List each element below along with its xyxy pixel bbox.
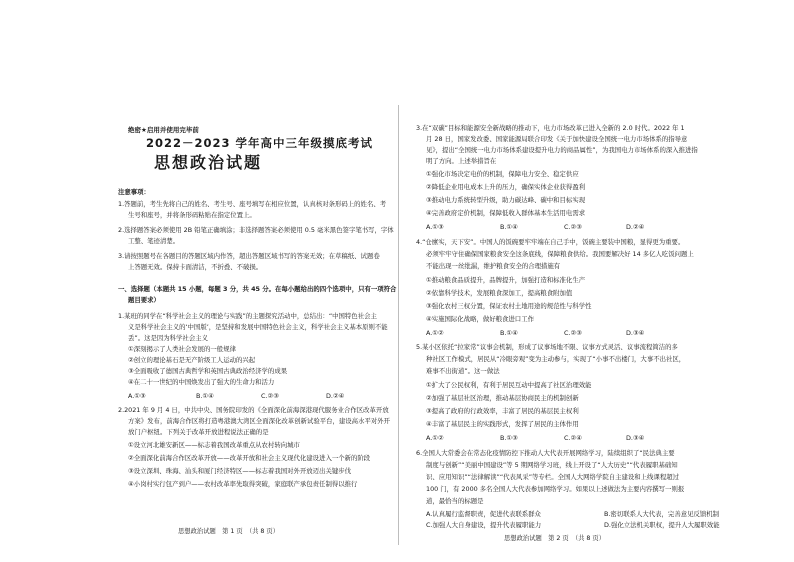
page-1 xyxy=(8,0,397,562)
option-b: B.密切联系人大代表，完善意见反馈机制 xyxy=(604,510,720,518)
question-2-line: 方案》发布，前海合作区将打造粤港澳大湾区全面深化改革创新试验平台，建设高水平对外开 xyxy=(128,417,391,425)
option-a: A.①② xyxy=(426,434,444,442)
question-6-line: 道，最恰当的标题是 xyxy=(426,497,484,505)
page-footer: 思想政治试题 第 2 页 （共 8 页） xyxy=(504,535,606,542)
question-2-statement: ②全面深化前海合作区改革开放——改革开放和社会主义现代化建设进入一个新的阶段 xyxy=(128,454,371,462)
option-d: D.②④ xyxy=(326,392,345,400)
question-2-statement: ③设立深圳、珠海、汕头和厦门经济特区——标志着我国对外开放迈出关键步伐 xyxy=(128,467,352,475)
question-4-statement: ④实施国际化战略，做好粮食进口工作 xyxy=(426,315,534,323)
option-b: B.①③ xyxy=(500,434,518,442)
question-2-line: 放门户枢纽。下列关于改革开放进程说法正确的是 xyxy=(128,428,269,436)
option-c: C.②③ xyxy=(564,329,582,337)
question-5-statement: ①扩大了公民权利，有利于居民互动中提高了社区治理效能 xyxy=(426,381,592,389)
page-divider xyxy=(398,105,399,545)
question-3-statement: ③推动电力系统转型升级，助力碳达峰、碳中和目标实现 xyxy=(426,196,586,204)
question-1-statement: ③全面吸收了德国古典哲学和英国古典政治经济学的成果 xyxy=(128,367,288,375)
question-2-statement: ④小岗村实行包产到户——农村改革率先取得突破，家庭联产承包责任制得以推行 xyxy=(128,480,358,488)
question-1-statement: ②创立的理论基石是无产阶级工人运动的兴起 xyxy=(128,356,256,364)
subject-title: 思想政治试题 xyxy=(154,153,263,172)
question-5-line: 难事不出街道”。这一做法 xyxy=(426,367,500,375)
notice-line: 上答题无效。保持卡面清洁，不折叠、不破损。 xyxy=(128,263,263,271)
page-2 xyxy=(408,0,788,562)
question-1-line: 1.某班的同学在“科学社会主义的理论与实践”的主题探究活动中，总结出：“中国特色社会主 xyxy=(118,312,377,320)
notice-line: 1.答题前，考生先将自己的姓名、考生号、座号填写在相应位置，认真核对条形码上的姓名、考 xyxy=(118,200,387,208)
option-a: A.①③ xyxy=(426,223,444,231)
question-6-line: 识、应用知识”“法律解读”“代表风采”等专栏。全国人大网络学院自主建设和上线课程超过 xyxy=(426,473,680,481)
question-3-line: 月 28 日，国家发改委、国家能源局联合印发《关于加快建设全国统一电力市场体系的指导意 xyxy=(426,135,688,143)
question-3-statement: ②降低企业用电成本上升的压力，确保实体企业获得盈利 xyxy=(426,183,586,191)
question-3-statement: ①强化市场决定电价的机制，保障电力安全、稳定供应 xyxy=(426,170,579,178)
option-d: D.③④ xyxy=(626,329,645,337)
question-5-line: 种社区工作模式，居民从“冷眼旁观”变为主动参与，实现了“小事不出楼门，大事不出社区， xyxy=(426,355,686,363)
option-c: C.②④ xyxy=(564,434,582,442)
option-b: B.①④ xyxy=(500,329,518,337)
notice-heading: 注意事项： xyxy=(118,188,150,196)
exam-title: 2022－2023 学年高中三年级摸底考试 xyxy=(146,136,374,150)
question-5-statement: ③提高了政府的行政效率，丰富了居民的基层民主权利 xyxy=(426,407,579,415)
option-c: C.加强人大自身建设，提升代表履职能力 xyxy=(426,521,542,529)
question-4-statement: ②依靠科学技术，发展粮食深加工，提高粮食附加值 xyxy=(426,289,573,297)
question-1-line: 丢”。这是因为科学社会主义 xyxy=(128,334,208,342)
question-1-statement: ④在二十一世纪的中国焕发出了强大的生命力和活力 xyxy=(128,378,275,386)
option-a: A.①② xyxy=(426,329,444,337)
question-4-line: 4.“仓廪实，天下安”。中国人的饭碗要牢牢端在自己手中，饭碗主要装中国粮，显得更为重要。 xyxy=(416,238,685,246)
confidential-mark: 绝密★启用并使用完毕前 xyxy=(128,126,199,134)
question-6-line: 制度与创新”“美丽中国建设”等 5 期网络学习班，线上开设了“人大历史”“代表履职基础知 xyxy=(426,461,678,469)
option-d: D.③④ xyxy=(626,434,645,442)
question-1-statement: ①深刻揭示了人类社会发展的一般规律 xyxy=(128,345,236,353)
option-d: D.强化立法机关职权，提升人大履职效能 xyxy=(604,521,720,529)
question-6-line: 100 门，有 2000 多名全国人大代表参加网络学习。如果以上述做法为主要内容撰写一则报 xyxy=(426,485,685,493)
question-2-line: 2.2021 年 9 月 4 日，中共中央、国务院印发的《全面深化前海深港现代服务业合作区改革开放 xyxy=(118,406,389,414)
notice-line: 工整、笔迹清楚。 xyxy=(128,237,180,245)
option-c: C.②③ xyxy=(564,223,582,231)
option-a: A.①③ xyxy=(128,392,146,400)
question-5-statement: ②加强了基层社区治理，推动基层协商民主的机制创新 xyxy=(426,394,579,402)
option-b: B.①④ xyxy=(196,392,214,400)
notice-line: 2.选择题答案必须使用 2B 铅笔正确填涂；非选择题答案必须使用 0.5 毫米黑色签字笔书写，字体 xyxy=(118,226,394,234)
option-d: D.②④ xyxy=(626,223,645,231)
question-6-line: 6.全国人大常委会在常态化疫情防控下推动人大代表开展网络学习，陆续组织了“民法典主要 xyxy=(416,449,675,457)
question-4-statement: ③强化农村三权分置，保证农村土地用途的规范性与科学性 xyxy=(426,302,592,310)
question-4-statement: ①推动粮食品质提升，品牌提升，加强打造和标准化生产 xyxy=(426,276,586,284)
question-5-line: 5.某小区依托“拉家常”议事会机制，形成了议事场地不限、议事方式灵活、议事流程简洁的多 xyxy=(416,343,678,351)
question-5-statement: ④丰富了基层民主的实践形式，发挥了居民的主体作用 xyxy=(426,420,579,428)
question-2-statement: ①设立河北雄安新区——标志着我国改革重点从农村转向城市 xyxy=(128,441,300,449)
question-4-line: 不能出现一丝纰漏，维护粮食安全的合理措施有 xyxy=(426,262,561,270)
option-b: B.①④ xyxy=(500,223,518,231)
section-heading: 一、选择题（本题共 15 小题，每题 3 分，共 45 分。在每小题给出的四个选项中，只有一项符合 xyxy=(118,285,397,293)
question-3-line: 3.在“双碳”目标和能源安全新战略的推动下，电力市场改革已进入全新的 2.0 时代。2022 年 1 xyxy=(416,124,685,132)
question-4-line: 必须牢牢守住确保国家粮食安全这条底线，保障粮食供给。我国要解决好 14 多亿人吃饭问题上 xyxy=(426,250,694,258)
option-c: C.②③ xyxy=(261,392,279,400)
question-3-statement: ④完善政府定价机制，保障低收入群体基本生活用电需求 xyxy=(426,209,586,217)
option-a: A.认真履行监督职责，促进代表联系群众 xyxy=(426,510,541,518)
question-3-line: 见》，提出“全国统一电力市场体系建设提升电力的商品属性”，为我国电力市场体系的深入推进指 xyxy=(426,146,698,154)
question-1-line: 义是科学社会主义的‘中国版’，是坚持和发展中国特色社会主义，科学社会主义基本原则不能 xyxy=(128,323,388,331)
page-footer: 思想政治试题 第 1 页 （共 8 页） xyxy=(178,528,280,535)
notice-line: 生号和座号，并将条形码粘贴在指定位置上。 xyxy=(128,211,256,219)
question-3-line: 明了方向。上述举措旨在 xyxy=(426,157,497,165)
section-heading: 题目要求） xyxy=(128,296,160,304)
notice-line: 3.请按照题号在各题目的答题区域内作答，超出答题区域书写的答案无效；在草稿纸、试题卷 xyxy=(118,252,380,260)
